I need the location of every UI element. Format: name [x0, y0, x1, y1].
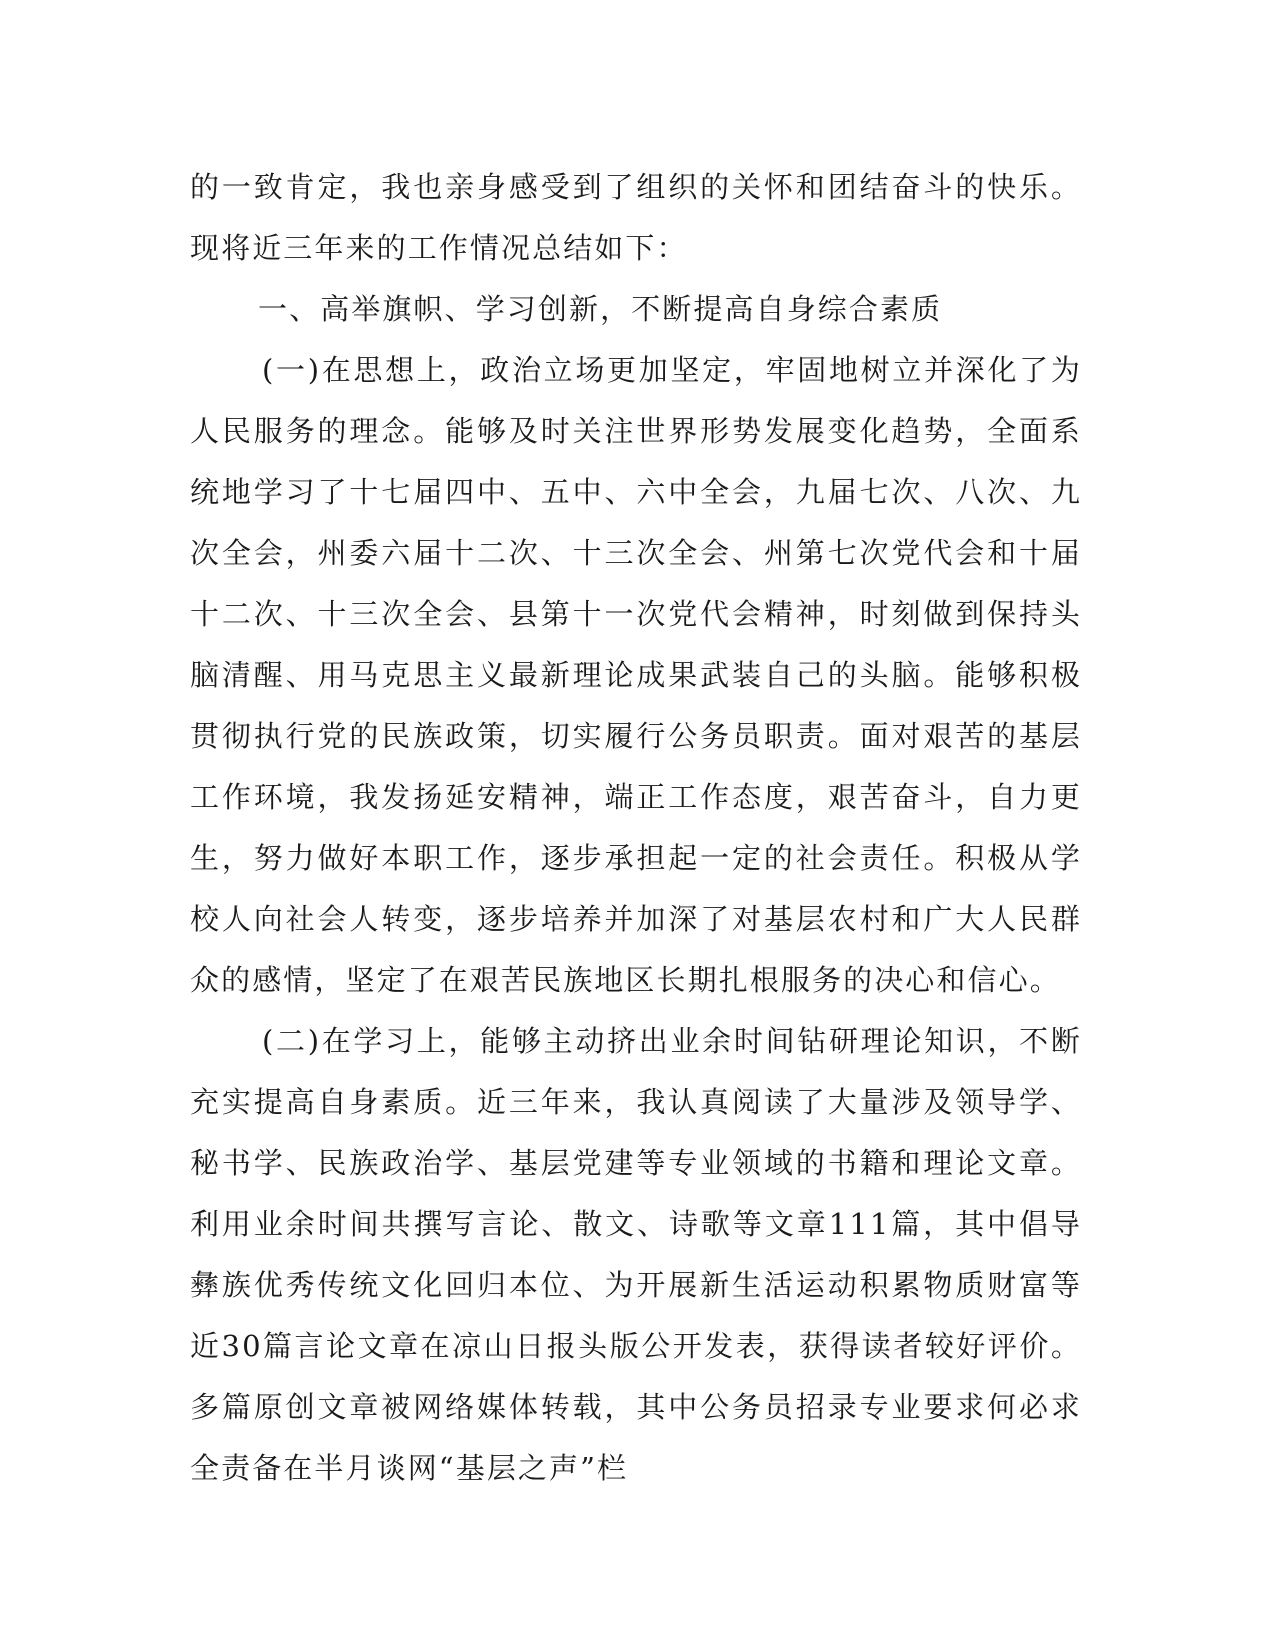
study-paragraph: (二)在学习上，能够主动挤出业余时间钻研理论知识，不断充实提高自身素质。近三年来，我认真阅读了大量涉及领导学、秘书学、民族政治学、基层党建等专业领域的书籍和理论文章。利用业余时间共撰写言论、散文、诗歌等文章111篇，其中倡导彝族优秀传统文化回归本位、为开展新生活运动积累物质财富等近30篇言论文章在凉山日报头版公开发表，获得读者较好评价。多篇原创文章被网络媒体转载，其中公务员招录专业要求何必求全责备在半月谈网“基层之声”栏	[190, 1024, 1082, 1485]
section-heading: 一、高举旗帜、学习创新，不断提高自身综合素质	[258, 292, 943, 326]
document-body	[190, 157, 1082, 1499]
thought-paragraph: (一)在思想上，政治立场更加坚定，牢固地树立并深化了为人民服务的理念。能够及时关注世界形势发展变化趋势，全面系统地学习了十七届四中、五中、六中全会，九届七次、八次、九次全会，州委六届十二次、十三次全会、州第七次党代会和十届十二次、十三次全会、县第十一次党代会精神，时刻做到保持头脑清醒、用马克思主义最新理论成果武装自己的头脑。能够积极贯彻执行党的民族政策，切实履行公务员职责。面对艰苦的基层工作环境，我发扬延安精神，端正工作态度，艰苦奋斗，自力更生，努力做好本职工作，逐步承担起一定的社会责任。积极从学校人向社会人转变，逐步培养并加深了对基层农村和广大人民群众的感情，坚定了在艰苦民族地区长期扎根服务的决心和信心。	[190, 353, 1082, 997]
intro-paragraph: 的一致肯定，我也亲身感受到了组织的关怀和团结奋斗的快乐。现将近三年来的工作情况总结如下：	[190, 170, 1082, 265]
